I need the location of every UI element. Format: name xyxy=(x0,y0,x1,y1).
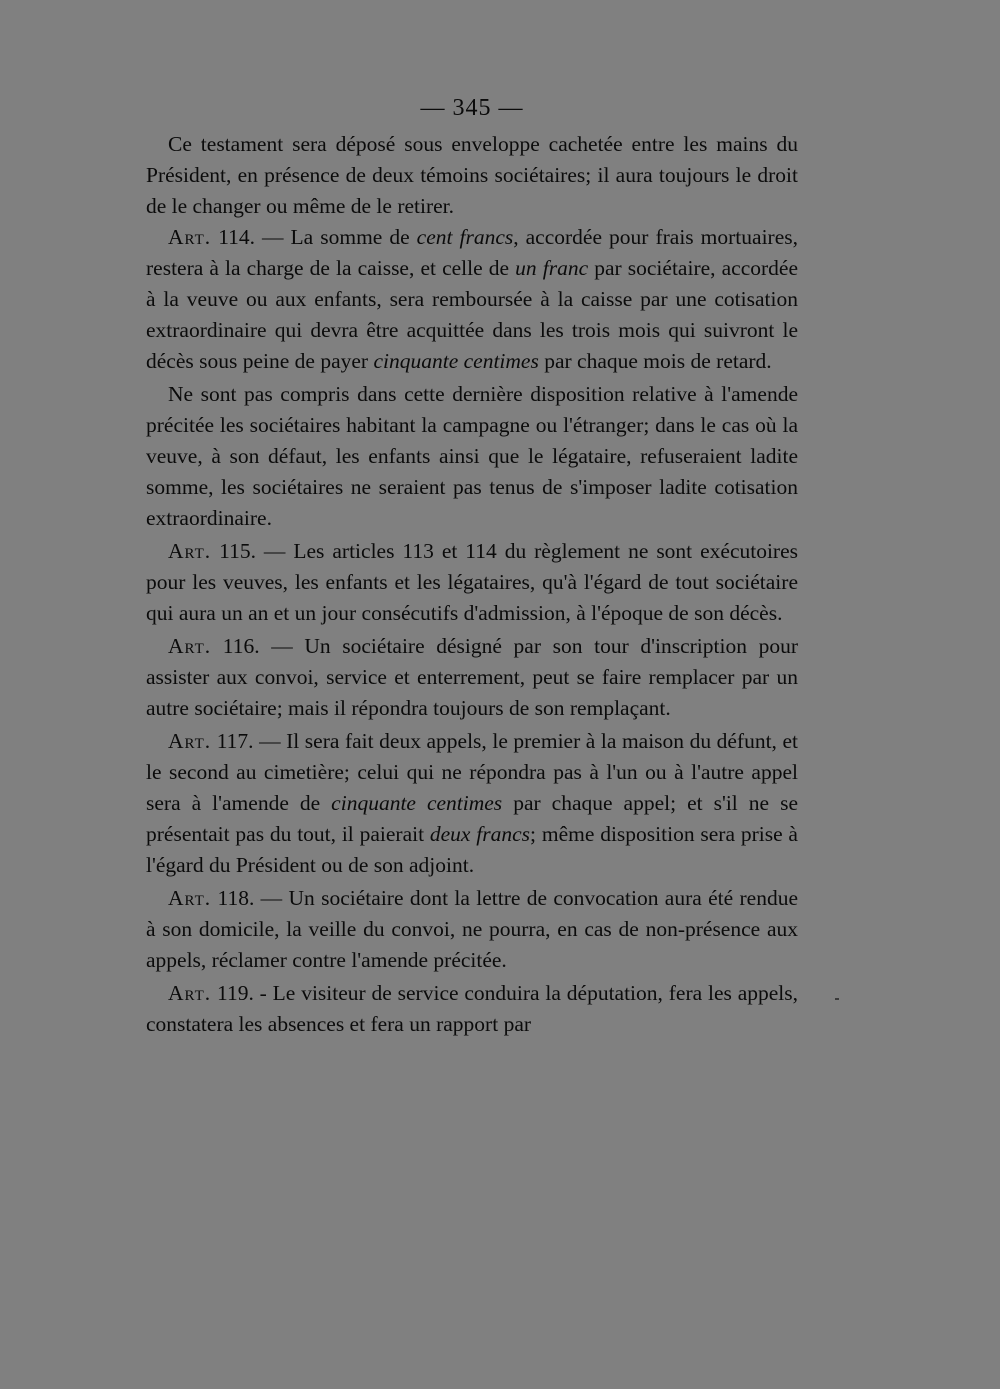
article-text: par chaque appel; et s'il ne se présentait pas du tout, il paierait xyxy=(146,791,798,846)
article-number: 114. xyxy=(218,225,256,249)
article-text: par sociétaire, accordée à la veuve ou aux enfants, sera remboursée à la caisse par une cotisation extraordinaire qui devra être acquittée dans les trois mois qui suivront le décès sous peine de payer xyxy=(146,256,798,373)
article-label: Art. xyxy=(168,729,212,753)
article-number: 115. xyxy=(219,539,256,563)
article-text: — Il sera fait deux appels, le premier à la maison du défunt, et le second au cimetière; celui qui ne répondra pas à l'un ou à l'autre appel sera à l'amende de xyxy=(146,729,798,815)
article-115 xyxy=(146,536,798,629)
article-117 xyxy=(146,726,798,881)
article-text: — Un sociétaire désigné par son tour d'inscription pour assister aux convoi, service et enterrement, peut se faire remplacer par un autre sociétaire; mais il répondra toujours de son remplaçant. xyxy=(146,634,798,720)
article-text: — Les articles 113 et 114 du règlement ne sont exécutoires pour les veuves, les enfants et les légataires, qu'à l'égard de tout sociétaire qui aura un an et un jour consécutifs d'admission, à l'époque de son décès. xyxy=(146,539,799,625)
article-text: — Un sociétaire dont la lettre de convocation aura été rendue à son domicile, la veille du convoi, ne pourra, en cas de non-présence aux appels, réclamer contre l'amende précitée. xyxy=(146,886,799,972)
article-label: Art. xyxy=(168,225,212,249)
article-number: 116. xyxy=(222,634,260,658)
italic-amount: cinquante centimes xyxy=(373,349,539,373)
article-114 xyxy=(146,222,798,377)
article-text: — La somme de xyxy=(255,225,417,249)
article-number: 118. xyxy=(217,886,255,910)
article-text: ; même disposition sera prise à l'égard du Président ou de son adjoint. xyxy=(146,822,798,877)
italic-amount: un franc xyxy=(515,256,589,280)
article-text: , accordée pour frais mortuaires, restera à la charge de la caisse, et celle de xyxy=(146,225,798,280)
article-label: Art. xyxy=(168,886,212,910)
article-label: Art. xyxy=(168,981,212,1005)
italic-amount: deux francs xyxy=(429,822,531,846)
article-text: - Le visiteur de service conduira la députation, fera les appels, constatera les absences et fera un rapport par xyxy=(146,981,799,1036)
page-number: — 345 — xyxy=(420,95,524,121)
article-116 xyxy=(146,631,798,724)
paragraph-text: Ce testament sera déposé sous enveloppe cachetée entre les mains du Président, en présence de deux témoins sociétaires; il aura toujours le droit de le changer ou même de le retirer. xyxy=(146,132,798,218)
scan-speck xyxy=(835,998,839,1000)
article-number: 117. xyxy=(216,729,254,753)
article-label: Art. xyxy=(168,634,212,658)
document-page xyxy=(146,92,798,1040)
article-label: Art. xyxy=(168,539,212,563)
article-118 xyxy=(146,883,798,976)
article-number: 119. xyxy=(217,981,254,1005)
italic-amount: cent francs xyxy=(416,225,514,249)
paragraph-exemption xyxy=(146,379,798,534)
article-text: par chaque mois de retard. xyxy=(538,349,772,373)
paragraph-text: Ne sont pas compris dans cette dernière disposition relative à l'amende précitée les sociétaires habitant la campagne ou l'étranger; dans le cas où la veuve, à son défaut, les enfants ainsi que le légataire, refuseraient ladite somme, les sociétaires ne seraient pas tenus de s'imposer ladite cotisation extraordinaire. xyxy=(146,382,798,530)
paragraph-testament xyxy=(146,129,798,222)
article-119 xyxy=(146,978,798,1040)
italic-amount: cinquante centimes xyxy=(331,791,503,815)
